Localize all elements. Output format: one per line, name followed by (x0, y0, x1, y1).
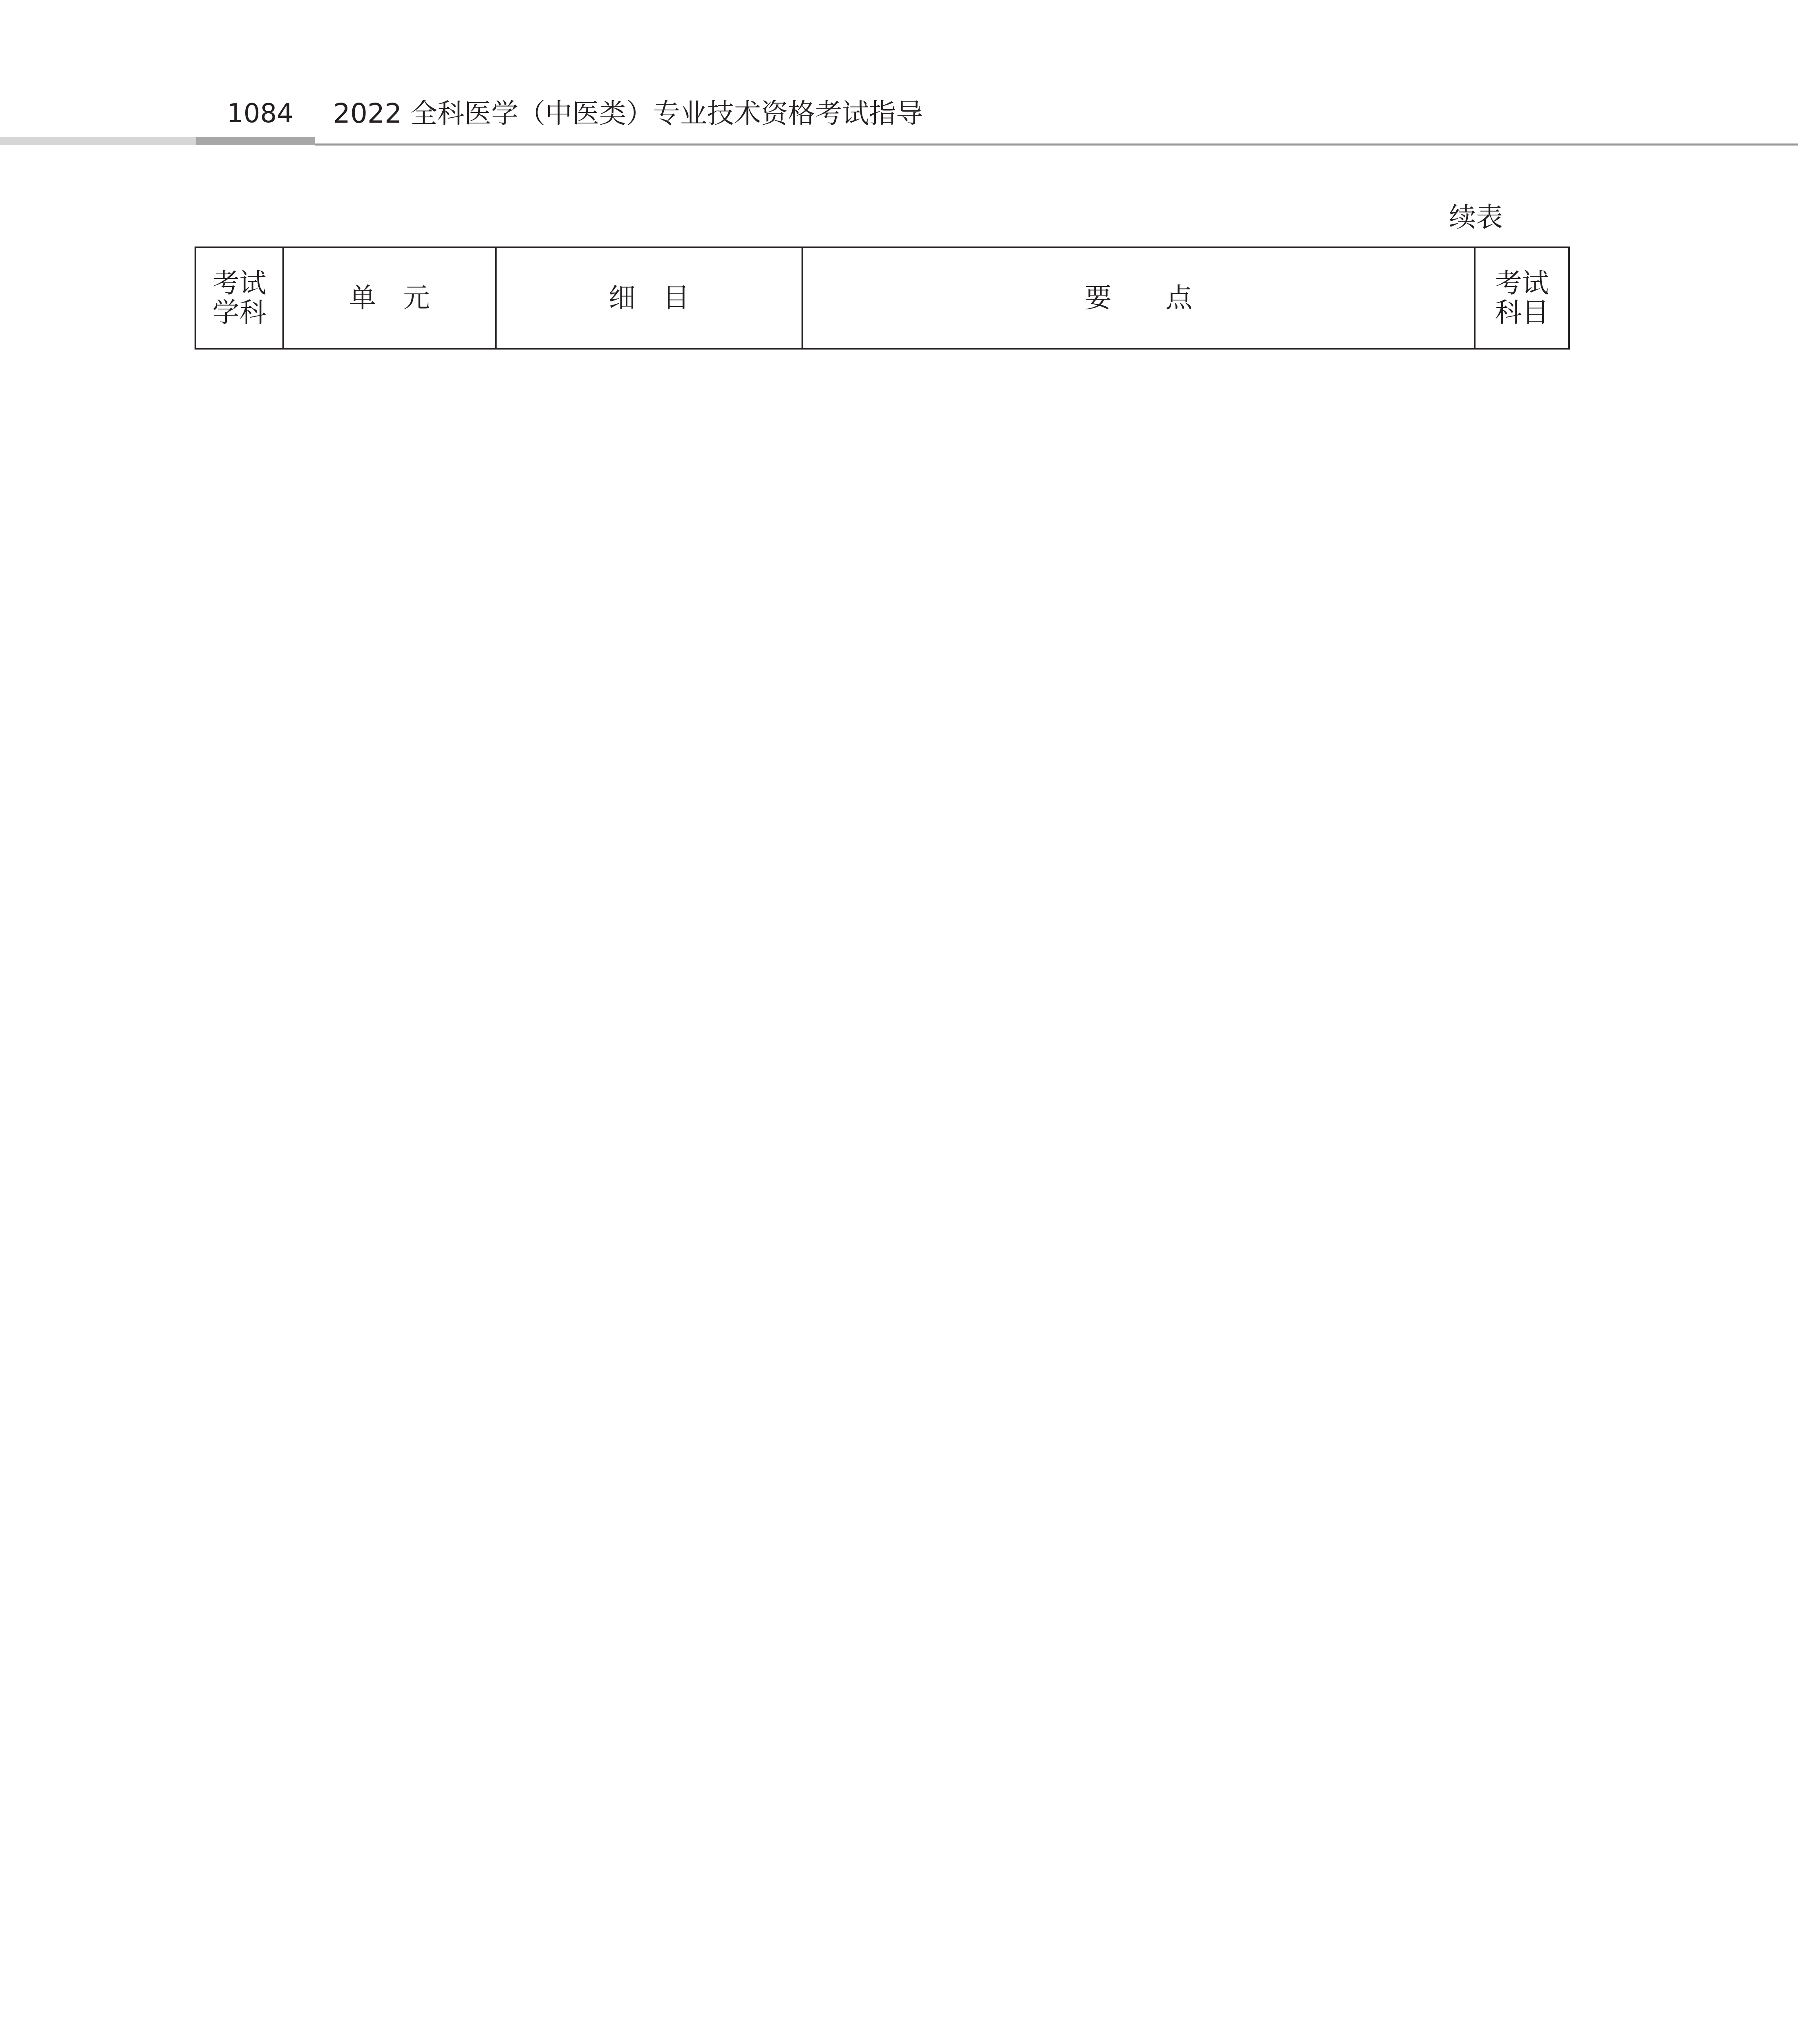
page-number: 1084 (227, 99, 293, 129)
table-header-row (195, 247, 1569, 349)
page-header (0, 0, 1798, 151)
syllabus-table (195, 247, 1570, 350)
header-unit: 单 元 (283, 247, 496, 349)
header-rule (315, 143, 1798, 146)
header-exam: 考试科目 (1475, 247, 1569, 349)
header-topic: 细 目 (496, 247, 802, 349)
book-title: 2022 全科医学（中医类）专业技术资格考试指导 (333, 98, 923, 129)
header-points: 要 点 (802, 247, 1475, 349)
continued-table-label: 续表 (1449, 202, 1503, 233)
header-rule-accent-light (0, 137, 196, 145)
header-subject: 考试学科 (195, 247, 283, 349)
header-rule-accent-dark (196, 137, 315, 145)
